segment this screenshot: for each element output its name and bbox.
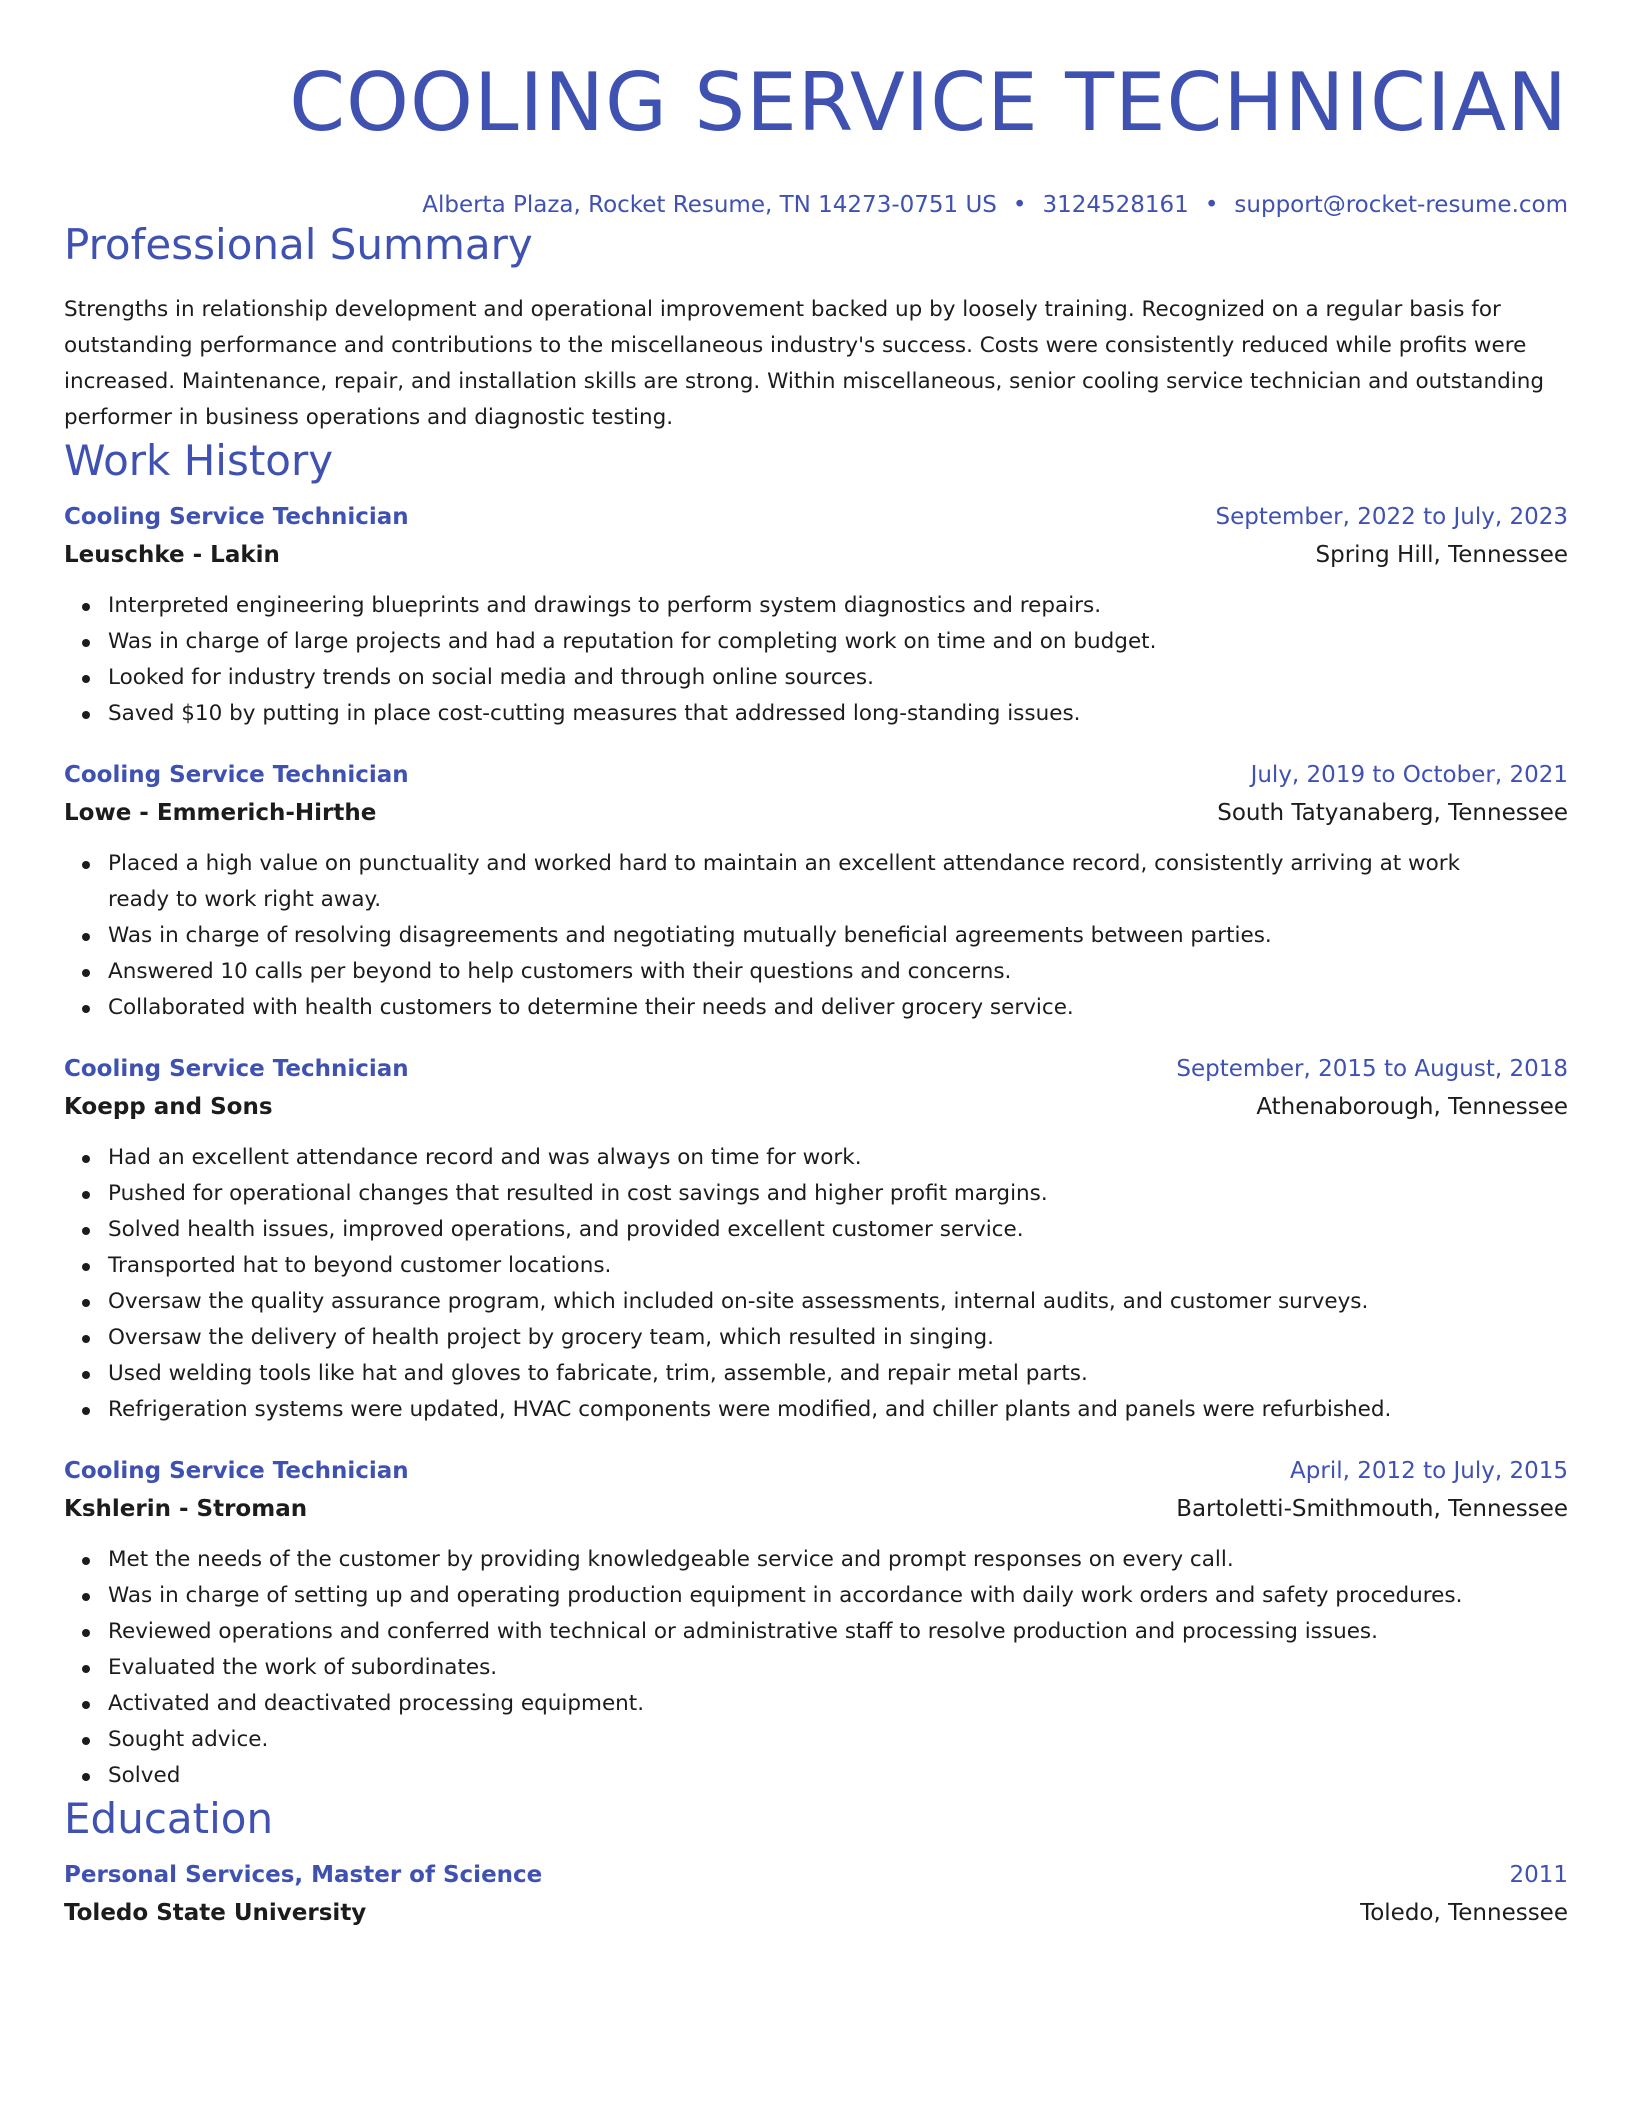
job-bullet: Refrigeration systems were updated, HVAC components were modified, and chiller plants and panels were refurbished. <box>108 1392 1568 1428</box>
job-bullet: Evaluated the work of subordinates. <box>108 1650 1568 1686</box>
education-heading: Education <box>64 1794 274 1843</box>
resume-page <box>64 0 1568 1932</box>
job-bullet: Transported hat to beyond customer locations. <box>108 1248 1568 1284</box>
job-bullet: Oversaw the quality assurance program, which included on-site assessments, internal audits, and customer surveys. <box>108 1284 1568 1320</box>
job-bullet: Placed a high value on punctuality and worked hard to maintain an excellent attendance record, consistently arriving at work ready to work right away. <box>108 846 1568 918</box>
job-bullet-list <box>64 846 1568 1026</box>
job-entry <box>64 498 1568 732</box>
job-bullet: Met the needs of the customer by providing knowledgeable service and prompt responses on every call. <box>108 1542 1568 1578</box>
job-dates: September, 2022 to July, 2023 <box>1215 504 1568 530</box>
contact-line <box>64 190 1568 220</box>
job-bullet: Interpreted engineering blueprints and drawings to perform system diagnostics and repairs. <box>108 588 1568 624</box>
education-entry <box>64 1856 1568 1932</box>
job-title: Cooling Service Technician <box>64 1458 409 1484</box>
job-bullet: Oversaw the delivery of health project by grocery team, which resulted in singing. <box>108 1320 1568 1356</box>
work-history-heading: Work History <box>64 436 334 485</box>
job-dates: September, 2015 to August, 2018 <box>1176 1056 1568 1082</box>
job-entry <box>64 756 1568 1026</box>
job-bullet: Was in charge of large projects and had a reputation for completing work on time and on budget. <box>108 624 1568 660</box>
job-bullet: Collaborated with health customers to determine their needs and deliver grocery service. <box>108 990 1568 1026</box>
job-title: Cooling Service Technician <box>64 504 409 530</box>
summary-heading: Professional Summary <box>64 220 533 269</box>
job-location: Spring Hill, Tennessee <box>1315 542 1568 568</box>
job-company: Lowe - Emmerich-Hirthe <box>64 800 377 826</box>
job-bullet-list <box>64 588 1568 732</box>
resume-title: COOLING SERVICE TECHNICIAN <box>289 56 1568 149</box>
job-bullet: Was in charge of setting up and operating production equipment in accordance with daily work orders and safety procedures. <box>108 1578 1568 1614</box>
job-bullet: Answered 10 calls per beyond to help customers with their questions and concerns. <box>108 954 1568 990</box>
job-bullet: Looked for industry trends on social media and through online sources. <box>108 660 1568 696</box>
job-bullet: Solved health issues, improved operations, and provided excellent customer service. <box>108 1212 1568 1248</box>
job-bullet: Used welding tools like hat and gloves to fabricate, trim, assemble, and repair metal parts. <box>108 1356 1568 1392</box>
job-dates: April, 2012 to July, 2015 <box>1290 1458 1568 1484</box>
job-bullet: Had an excellent attendance record and was always on time for work. <box>108 1140 1568 1176</box>
job-bullet-list <box>64 1140 1568 1428</box>
job-dates: July, 2019 to October, 2021 <box>1250 762 1568 788</box>
work-history-list <box>64 498 1568 1794</box>
job-bullet: Pushed for operational changes that resulted in cost savings and higher profit margins. <box>108 1176 1568 1212</box>
job-entry <box>64 1050 1568 1428</box>
job-location: Athenaborough, Tennessee <box>1256 1094 1568 1120</box>
education-year: 2011 <box>1509 1862 1568 1888</box>
job-location: Bartoletti-Smithmouth, Tennessee <box>1176 1496 1568 1522</box>
job-bullet: Solved <box>108 1758 1568 1794</box>
job-company: Koepp and Sons <box>64 1094 273 1120</box>
contact-phone: 3124528161 <box>1042 192 1189 218</box>
job-location: South Tatyanaberg, Tennessee <box>1217 800 1568 826</box>
job-bullet: Saved $10 by putting in place cost-cutting measures that addressed long-standing issues. <box>108 696 1568 732</box>
summary-text: Strengths in relationship development and operational improvement backed up by loosely training. Recognized on a regular basis for outstanding performance and contributions to the miscellaneous industry's success. Costs were consistently reduced while profits were increased. Maintenance, repair, and installation skills are strong. Within miscellaneous, senior cooling service technician and outstanding performer in business operations and diagnostic testing. <box>64 297 1544 430</box>
education-degree: Personal Services, Master of Science <box>64 1862 543 1888</box>
education-location: Toledo, Tennessee <box>1360 1900 1568 1926</box>
contact-separator: • <box>1012 192 1027 218</box>
job-title: Cooling Service Technician <box>64 762 409 788</box>
contact-email[interactable]: support@rocket-resume.com <box>1234 192 1568 218</box>
job-bullet: Was in charge of resolving disagreements and negotiating mutually beneficial agreements between parties. <box>108 918 1568 954</box>
job-company: Leuschke - Lakin <box>64 542 280 568</box>
job-entry <box>64 1452 1568 1794</box>
job-title: Cooling Service Technician <box>64 1056 409 1082</box>
education-school: Toledo State University <box>64 1900 367 1926</box>
job-bullet: Activated and deactivated processing equipment. <box>108 1686 1568 1722</box>
job-bullet-list <box>64 1542 1568 1794</box>
contact-address: Alberta Plaza, Rocket Resume, TN 14273-0751 US <box>422 192 997 218</box>
job-bullet: Reviewed operations and conferred with technical or administrative staff to resolve production and processing issues. <box>108 1614 1568 1650</box>
job-bullet: Sought advice. <box>108 1722 1568 1758</box>
contact-separator: • <box>1204 192 1219 218</box>
job-company: Kshlerin - Stroman <box>64 1496 308 1522</box>
